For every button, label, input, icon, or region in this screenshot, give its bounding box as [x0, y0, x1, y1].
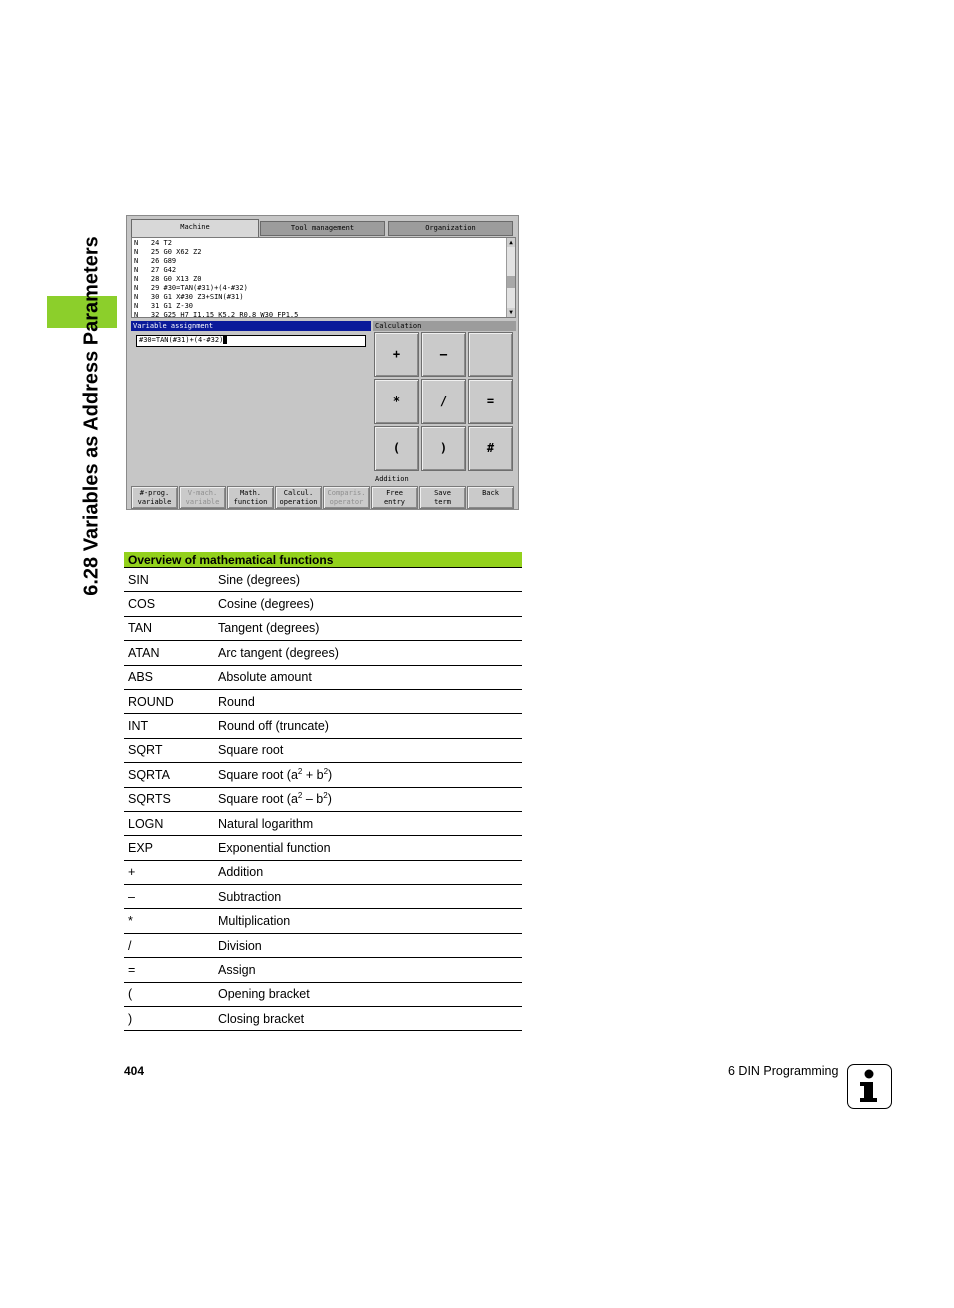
program-listing — [131, 237, 516, 318]
softkey-label-line1: Save — [434, 489, 451, 497]
function-description: Round off (truncate) — [218, 719, 329, 734]
scroll-thumb[interactable] — [507, 276, 515, 288]
hash-key[interactable]: # — [468, 426, 513, 471]
function-name: ) — [128, 1011, 133, 1026]
function-description: Tangent (degrees) — [218, 621, 320, 636]
function-name: EXP — [128, 840, 154, 855]
program-line[interactable]: N 29 #30=TAN(#31)+(4-#32) — [134, 284, 248, 292]
softkey-label-line2: operator — [329, 498, 364, 506]
program-line[interactable]: N 27 G42 — [134, 266, 177, 274]
info-icon — [847, 1064, 892, 1109]
calculation-status: Addition — [375, 475, 409, 483]
function-description: Square root $(a^2 + b^2)$ — [218, 766, 333, 782]
function-description: Round — [218, 694, 255, 709]
table-row — [124, 641, 522, 665]
table-row — [124, 885, 522, 909]
multiply-key[interactable]: * — [374, 379, 419, 424]
function-name: ABS — [128, 670, 154, 685]
tab-organization[interactable]: Organization — [388, 221, 513, 236]
close-bracket-key[interactable]: ) — [421, 426, 466, 471]
softkey-1[interactable] — [131, 486, 178, 509]
softkey-label-line1: #-prog. — [139, 489, 170, 497]
function-description: Opening bracket — [218, 987, 310, 1002]
function-name: ATAN — [128, 645, 160, 660]
program-lines — [134, 239, 298, 320]
table-row — [124, 812, 522, 836]
function-name: ROUND — [128, 694, 174, 709]
table-row — [124, 788, 522, 812]
softkey-label-line2: variable — [137, 498, 172, 506]
function-description: Absolute amount — [218, 670, 312, 685]
softkey-label-line2: term — [434, 498, 451, 506]
function-description: Square root — [218, 743, 284, 758]
function-description: Sine (degrees) — [218, 572, 300, 587]
softkey-label-line2: function — [233, 498, 268, 506]
table-row — [124, 666, 522, 690]
open-bracket-key[interactable]: ( — [374, 426, 419, 471]
function-name: ( — [128, 987, 133, 1002]
program-line[interactable]: N 30 G1 X#30 Z3+SIN(#31) — [134, 293, 244, 301]
table-row — [124, 861, 522, 885]
softkey-label-line1: V-mach. — [187, 489, 218, 497]
function-description: Exponential function — [218, 840, 331, 855]
table-row — [124, 568, 522, 592]
program-line[interactable]: N 32 G25 H7 I1.15 K5.2 R0.8 W30 FP1.5 — [134, 311, 299, 319]
scroll-up-arrow-icon[interactable]: ▲ — [507, 238, 515, 247]
chapter-name: 6 DIN Programming — [728, 1064, 839, 1078]
function-name: TAN — [128, 621, 153, 636]
softkey-label-line1: Back — [482, 489, 499, 497]
softkey-3[interactable] — [227, 486, 274, 509]
text-cursor — [223, 336, 227, 344]
function-description: Closing bracket — [218, 1011, 305, 1026]
function-name: = — [128, 962, 136, 977]
table-row — [124, 714, 522, 738]
table-row — [124, 836, 522, 860]
divide-key[interactable]: / — [421, 379, 466, 424]
program-line[interactable]: N 28 G0 X13 Z0 — [134, 275, 202, 283]
softkey-label-line1: Calcul. — [283, 489, 314, 497]
softkey-label-line1: Comparis. — [327, 489, 366, 497]
function-name: SIN — [128, 572, 149, 587]
table-row — [124, 909, 522, 933]
program-line[interactable]: N 31 G1 Z-30 — [134, 302, 194, 310]
function-name: COS — [128, 597, 156, 612]
softkey-5[interactable] — [323, 486, 370, 509]
function-description: Subtraction — [218, 889, 282, 904]
cnc-screenshot — [126, 215, 519, 510]
function-name: + — [128, 865, 136, 880]
softkey-label-line2: entry — [383, 498, 406, 506]
variable-assignment-header: Variable assignment — [131, 321, 371, 331]
table-row — [124, 958, 522, 982]
table-row — [124, 1007, 522, 1031]
function-name: LOGN — [128, 816, 164, 831]
program-line[interactable]: N 26 G89 — [134, 257, 177, 265]
function-name: SQRTA — [128, 767, 170, 782]
function-description: Cosine (degrees) — [218, 597, 314, 612]
softkey-label-line1: Free — [386, 489, 403, 497]
softkey-6[interactable] — [371, 486, 418, 509]
blank-key[interactable] — [468, 332, 513, 377]
function-description: Addition — [218, 865, 264, 880]
function-description: Arc tangent (degrees) — [218, 645, 339, 660]
chapter-side-title: 6.28 Variables as Address Parameters — [80, 236, 103, 596]
calculation-header: Calculation — [373, 321, 516, 331]
softkey-label-line1: Math. — [239, 489, 262, 497]
equals-key[interactable]: = — [468, 379, 513, 424]
plus-key[interactable]: + — [374, 332, 419, 377]
table-title: Overview of mathematical functions — [124, 552, 522, 568]
page-number: 404 — [124, 1064, 145, 1078]
softkey-2[interactable] — [179, 486, 226, 509]
function-name: SQRTS — [128, 792, 171, 807]
tab-tool-management[interactable]: Tool management — [260, 221, 385, 236]
tab-machine[interactable]: Machine — [131, 219, 259, 238]
function-description: Natural logarithm — [218, 816, 314, 831]
program-line[interactable]: N 24 T2 — [134, 239, 172, 247]
function-description: Division — [218, 938, 262, 953]
variable-expression-text: #30=TAN(#31)+(4-#32) — [139, 336, 224, 344]
math-functions-table — [124, 552, 522, 1031]
softkey-label-line2: operation — [279, 498, 318, 506]
table-body — [124, 568, 522, 1031]
program-line[interactable]: N 25 G0 X62 Z2 — [134, 248, 202, 256]
softkey-label-line2: variable — [185, 498, 220, 506]
function-name: SQRT — [128, 743, 163, 758]
scroll-down-arrow-icon[interactable]: ▼ — [507, 308, 515, 317]
table-row — [124, 617, 522, 641]
table-row — [124, 690, 522, 714]
function-description: Multiplication — [218, 914, 291, 929]
function-description: Assign — [218, 962, 256, 977]
table-row — [124, 934, 522, 958]
table-row — [124, 763, 522, 787]
table-row — [124, 739, 522, 763]
function-name: – — [128, 889, 135, 904]
function-name: / — [128, 938, 132, 953]
variable-expression-input[interactable] — [136, 335, 366, 347]
softkey-4[interactable] — [275, 486, 322, 509]
softkey-7[interactable] — [419, 486, 466, 509]
program-scrollbar[interactable] — [506, 238, 515, 317]
table-row — [124, 592, 522, 616]
function-name: * — [128, 914, 133, 929]
softkey-8[interactable] — [467, 486, 514, 509]
table-row — [124, 983, 522, 1007]
function-name: INT — [128, 719, 149, 734]
minus-key[interactable]: – — [421, 332, 466, 377]
function-description: Square root $(a^2 - b^2)$ — [218, 791, 332, 807]
